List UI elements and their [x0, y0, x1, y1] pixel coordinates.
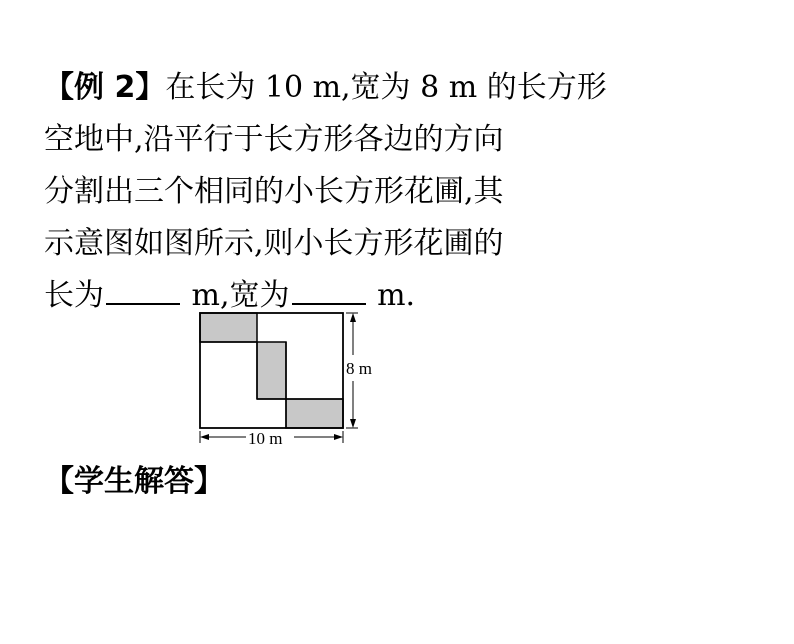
height-dimension — [346, 313, 372, 428]
length-answer-blank — [106, 277, 180, 305]
example-label-close: 】 — [135, 70, 166, 105]
example-label-open: 【 — [44, 70, 74, 105]
problem-text-5c: m. — [367, 278, 416, 313]
problem-text-5b: m,宽为 — [182, 278, 290, 313]
flower-bed-3 — [286, 399, 343, 428]
problem-line-3: 分割出三个相同的小长方形花圃,其 — [44, 174, 504, 209]
problem-line-1 — [44, 62, 607, 114]
flower-bed-1 — [200, 313, 257, 342]
answer-heading-open: 【 — [44, 464, 74, 499]
student-answer-heading — [44, 460, 224, 504]
example-label: 例 2 — [74, 70, 136, 105]
width-label: 10 m — [248, 429, 283, 447]
problem-line-4: 示意图如图所示,则小长方形花圃的 — [44, 226, 504, 261]
flower-bed-2 — [257, 342, 286, 399]
garden-diagram — [190, 305, 400, 447]
height-label: 8 m — [346, 359, 372, 378]
problem-text-1: 在长为 10 m,宽为 8 m 的长方形 — [165, 70, 607, 105]
problem-text-5a: 长为 — [44, 278, 104, 313]
width-dimension — [200, 429, 343, 447]
answer-heading-close: 】 — [194, 464, 224, 499]
problem-statement — [44, 62, 607, 322]
answer-heading-text: 学生解答 — [74, 464, 194, 499]
problem-line-2: 空地中,沿平行于长方形各边的方向 — [44, 122, 504, 157]
width-answer-blank — [292, 277, 366, 305]
